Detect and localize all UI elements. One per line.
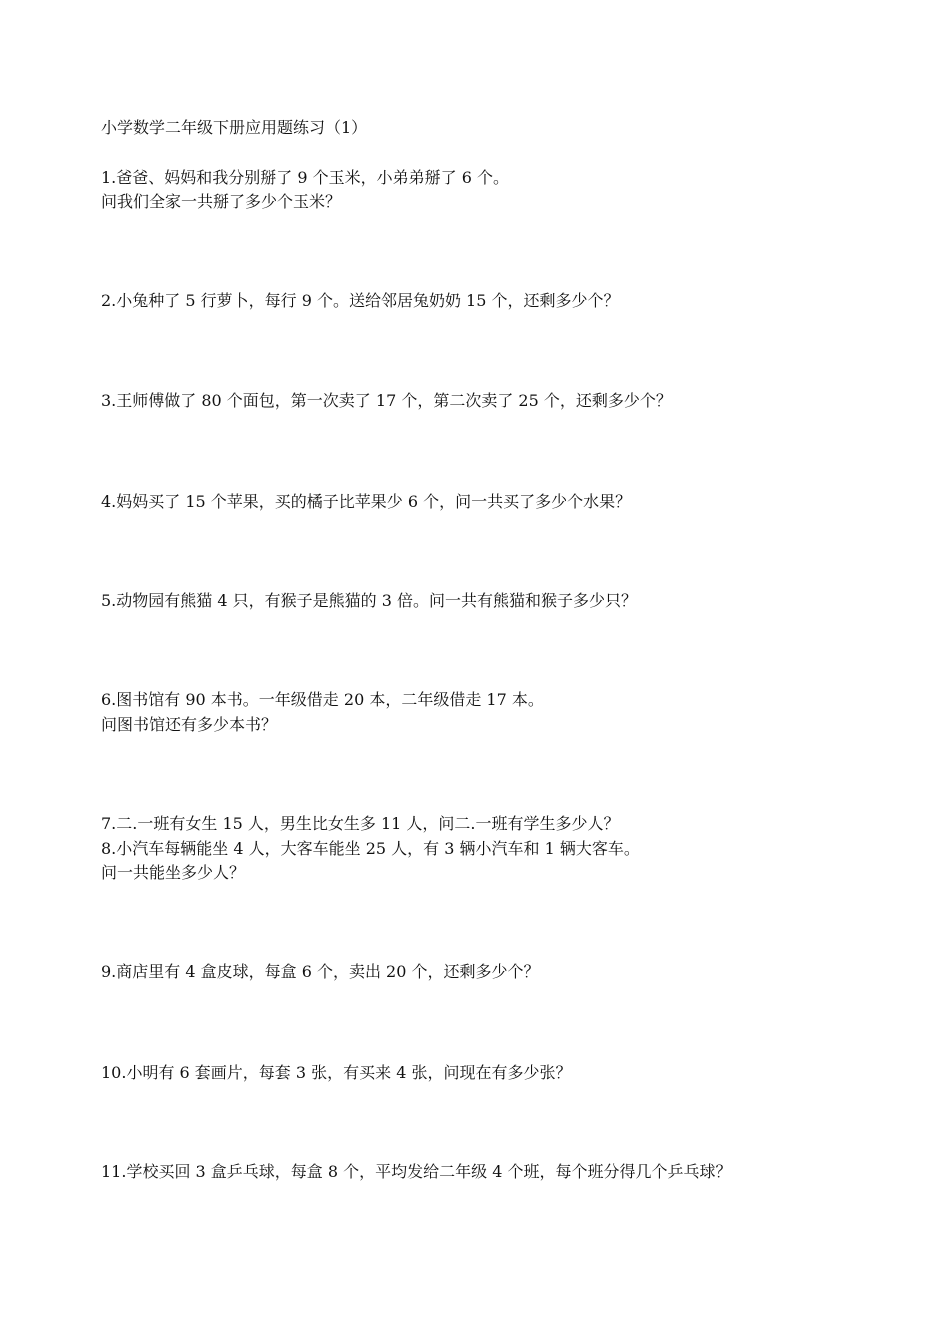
question-11-line-1: 11.学校买回 3 盒乒乓球，每盒 8 个，平均发给二年级 4 个班，每个班分得几个乒乓球？ xyxy=(101,1162,732,1181)
question-9-line-1: 9.商店里有 4 盒皮球，每盒 6 个，卖出 20 个，还剩多少个？ xyxy=(101,962,540,981)
question-8-line-2: 问一共能坐多少人？ xyxy=(101,863,246,882)
worksheet-title: 小学数学二年级下册应用题练习（1） xyxy=(101,118,368,137)
question-4-line-1: 4.妈妈买了 15 个苹果，买的橘子比苹果少 6 个，问一共买了多少个水果？ xyxy=(101,492,632,511)
question-10-line-1: 10.小明有 6 套画片，每套 3 张，有买来 4 张，问现在有多少张？ xyxy=(101,1063,572,1082)
question-6-line-1: 6.图书馆有 90 本书。一年级借走 20 本，二年级借走 17 本。 xyxy=(101,690,544,709)
question-3-line-1: 3.王师傅做了 80 个面包，第一次卖了 17 个，第二次卖了 25 个，还剩多少个？ xyxy=(101,391,672,410)
question-1-line-2: 问我们全家一共掰了多少个玉米？ xyxy=(101,192,342,211)
question-7-line-1: 7.二.一班有女生 15 人，男生比女生多 11 人，问二.一班有学生多少人？ xyxy=(101,814,620,833)
question-1-line-1: 1.爸爸、妈妈和我分别掰了 9 个玉米，小弟弟掰了 6 个。 xyxy=(101,168,509,187)
question-5-line-1: 5.动物园有熊猫 4 只，有猴子是熊猫的 3 倍。问一共有熊猫和猴子多少只？ xyxy=(101,591,637,610)
question-2-line-1: 2.小兔种了 5 行萝卜，每行 9 个。送给邻居兔奶奶 15 个，还剩多少个？ xyxy=(101,291,620,310)
question-6-line-2: 问图书馆还有多少本书？ xyxy=(101,715,278,734)
question-8-line-1: 8.小汽车每辆能坐 4 人，大客车能坐 25 人，有 3 辆小汽车和 1 辆大客车。 xyxy=(101,839,640,858)
